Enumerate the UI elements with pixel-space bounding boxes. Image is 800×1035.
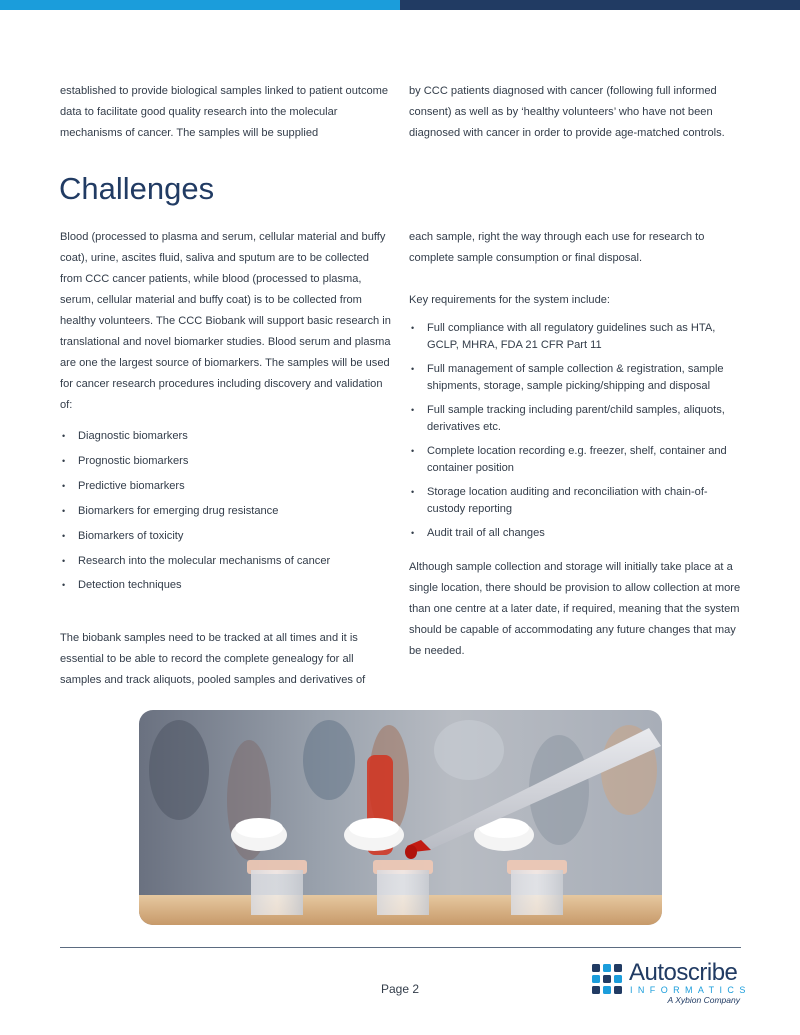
challenges-left-paragraph: Blood (processed to plasma and serum, cellular material and buffy coat), urine, ascites fluid, saliva and sputum are to be collected from CCC cancer patients, while blood (processed to plasma, serum, cellular material and buffy coat) is to be collected from healthy volunteers. The CCC Biobank will support basic research in translational and novel biomarker studies. Blood serum and plasma are one the largest source of biomarkers. The samples will be used for cancer research procedures including discovery and validation of:	[60, 231, 391, 411]
list-item: • Biomarkers for emerging drug resistance	[60, 499, 392, 524]
intro-right-text: by CCC patients diagnosed with cancer (following full informed consent) as well as by ‘healthy volunteers’ who have not been diagnosed with cancer in order to provide age-matched controls.	[409, 85, 725, 139]
intro-left-column	[60, 81, 392, 144]
logo-name: Autoscribe	[629, 959, 738, 986]
company-logo	[592, 959, 751, 1008]
intro-left-text: established to provide biological samples linked to patient outcome data to facilitate good quality research into the molecular mechanisms of cancer. The samples will be supplied	[60, 85, 389, 139]
biomarker-list	[60, 424, 392, 598]
list-item: • Research into the molecular mechanisms of cancer	[60, 549, 392, 574]
challenges-right-closing: Although sample collection and storage will initially take place at a single location, there should be provision to allow collection at more than one centre at a later date, if required, meaning that the system should be capable of accommodating any future changes that may be needed.	[409, 560, 741, 657]
list-item: • Full compliance with all regulatory guidelines such as HTA, GCLP, MHRA, FDA 21 CFR Part 11	[409, 320, 741, 353]
list-item: • Full sample tracking including parent/child samples, aliquots, derivatives etc.	[409, 402, 741, 435]
top-bar-blue-segment	[0, 0, 400, 10]
list-item: • Detection techniques	[60, 573, 392, 598]
list-item: • Predictive biomarkers	[60, 474, 392, 499]
list-item: • Diagnostic biomarkers	[60, 424, 392, 449]
logo-subtitle: INFORMATICS	[630, 985, 751, 995]
pipette-tubes-illustration	[139, 710, 662, 925]
challenges-right-opening: each sample, right the way through each use for research to complete sample consumption or final disposal.	[409, 231, 705, 264]
top-color-bar	[0, 0, 800, 10]
requirements-intro: Key requirements for the system include:	[409, 294, 611, 306]
challenges-left-column	[60, 227, 392, 691]
requirements-list	[409, 320, 741, 542]
top-bar-navy-segment	[400, 0, 800, 10]
list-item: • Complete location recording e.g. freezer, shelf, container and container position	[409, 443, 741, 476]
list-item: • Biomarkers of toxicity	[60, 524, 392, 549]
list-item: • Full management of sample collection & registration, sample shipments, storage, sample picking/shipping and disposal	[409, 361, 741, 394]
logo-grid-icon	[592, 964, 624, 996]
section-heading: Challenges	[59, 171, 215, 206]
challenges-left-closing: The biobank samples need to be tracked at all times and it is essential to be able to record the complete genealogy for all samples and track aliquots, pooled samples and derivatives of	[60, 632, 366, 687]
challenges-right-column	[409, 227, 741, 662]
page-number: Page 2	[380, 982, 420, 996]
logo-tagline: A Xybion Company	[667, 995, 740, 1005]
list-item: • Audit trail of all changes	[409, 525, 741, 542]
list-item: • Prognostic biomarkers	[60, 449, 392, 474]
lab-sample-photo	[139, 710, 662, 925]
list-item: • Storage location auditing and reconciliation with chain-of-custody reporting	[409, 484, 741, 517]
intro-right-column	[409, 81, 741, 144]
footer-divider	[60, 947, 741, 948]
